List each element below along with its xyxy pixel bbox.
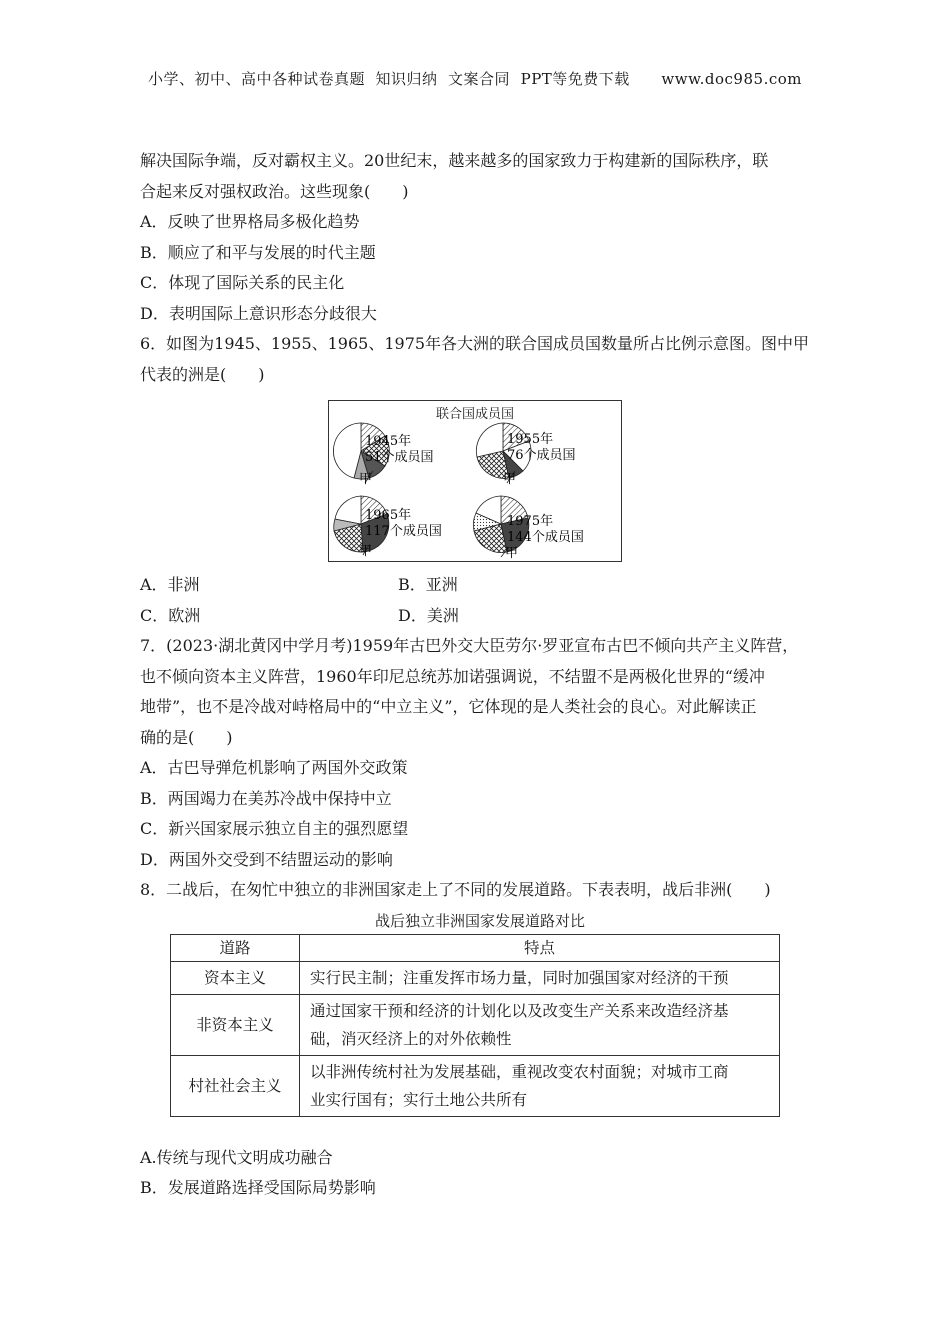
pie-year-1955: 1955年	[507, 432, 554, 447]
option-c: C．新兴国家展示独立自主的强烈愿望	[140, 819, 409, 838]
option-b: B．发展道路选择受国际局势影响	[140, 1178, 376, 1197]
table-row	[171, 1055, 780, 1116]
option-c: C．欧洲	[140, 605, 201, 625]
option-b: B．两国竭力在美苏冷战中保持中立	[140, 788, 392, 808]
option-d: D．表明国际上意识形态分歧很大	[140, 303, 377, 323]
question-stem-line: 代表的洲是( )	[140, 364, 265, 384]
options-row	[140, 601, 820, 632]
pie-marker-1945: 甲	[359, 472, 373, 487]
pie-marker-1955: 甲	[503, 472, 517, 487]
pie-charts	[329, 401, 621, 561]
table-title: 战后独立非洲国家发展道路对比	[374, 911, 585, 930]
table-cell-road: 非资本主义	[171, 994, 300, 1055]
un-members-figure	[328, 400, 622, 562]
pie-count-1955: 76个成员国	[507, 448, 576, 463]
figure-title: 联合国成员国	[435, 407, 514, 422]
pie-marker-1965: 甲	[359, 544, 373, 559]
question-stem-line: 8．二战后，在匆忙中独立的非洲国家走上了不同的发展道路。下表表明，战后非洲( )	[140, 880, 771, 899]
question-stem-line: 7．(2023·湖北黄冈中学月考)1959年古巴外交大臣劳尔·罗亚宣布古巴不倾向共产主义阵营，	[140, 636, 799, 655]
page-content	[140, 146, 820, 1204]
table-cell-road: 资本主义	[171, 961, 300, 994]
question-stem-line: 确的是( )	[140, 727, 233, 747]
development-roads-table	[170, 934, 780, 1117]
question-5	[140, 146, 820, 329]
table-header: 特点	[300, 934, 780, 961]
pie-count-1965: 117个成员国	[365, 524, 442, 539]
pie-1955	[476, 423, 575, 487]
table-cell-feature	[300, 994, 780, 1055]
pie-count-1945: 51个成员国	[365, 450, 434, 465]
table-cell-feature: 实行民主制；注重发挥市场力量，同时加强国家对经济的干预	[300, 961, 780, 994]
feature-line: 础，消灭经济上的对外依赖性	[310, 1029, 512, 1048]
pie-1965	[334, 496, 442, 559]
table-header-row	[171, 934, 780, 961]
question-stem-line: 也不倾向资本主义阵营，1960年印尼总统苏加诺强调说，不结盟不是两极化世界的“缓冲	[140, 666, 765, 686]
option-b: B．顺应了和平与发展的时代主题	[140, 242, 376, 262]
pie-1975	[473, 496, 583, 561]
question-stem-line: 解决国际争端，反对霸权主义。20世纪末，越来越多的国家致力于构建新的国际秩序，联	[140, 151, 769, 170]
table-row	[171, 994, 780, 1055]
table-cell-feature	[300, 1055, 780, 1116]
options-row	[140, 570, 820, 601]
question-stem-line: 地带”，也不是冷战对峙格局中的“中立主义”，它体现的是人类社会的良心。对此解读正	[140, 697, 757, 716]
page-header: 小学、初中、高中各种试卷真题 知识归纳 文案合同 PPT等免费下载 www.doc985.com	[147, 70, 802, 88]
option-a: A．反映了世界格局多极化趋势	[140, 212, 360, 231]
pie-year-1965: 1965年	[365, 508, 412, 523]
pie-1945	[333, 423, 433, 487]
option-d: D．美洲	[398, 605, 459, 625]
table-row	[171, 961, 780, 994]
option-a: A．非洲	[140, 575, 200, 594]
feature-line: 业实行国有；实行土地公共所有	[310, 1090, 528, 1109]
pie-count-1975: 144个成员国	[507, 530, 584, 545]
question-7	[140, 631, 820, 875]
pie-year-1945: 1945年	[365, 434, 412, 449]
option-d: D．两国外交受到不结盟运动的影响	[140, 849, 393, 869]
question-6	[140, 329, 820, 631]
table-header: 道路	[171, 934, 300, 961]
feature-line: 以非洲传统村社为发展基础，重视改变农村面貌；对城市工商	[310, 1062, 729, 1081]
pie-year-1975: 1975年	[507, 514, 554, 529]
option-b: B．亚洲	[398, 575, 458, 594]
option-c: C．体现了国际关系的民主化	[140, 273, 345, 292]
question-8	[140, 875, 820, 1204]
option-a: A．古巴导弹危机影响了两国外交政策	[140, 758, 408, 777]
option-a: A.传统与现代文明成功融合	[140, 1147, 333, 1167]
question-stem-line: 6．如图为1945、1955、1965、1975年各大洲的联合国成员国数量所占比例示意图。图中甲	[140, 334, 810, 353]
table-cell-road: 村社社会主义	[171, 1055, 300, 1116]
pie-marker-1975: 甲	[505, 546, 519, 561]
question-stem-line: 合起来反对强权政治。这些现象( )	[140, 181, 409, 201]
feature-line: 通过国家干预和经济的计划化以及改变生产关系来改造经济基	[310, 1001, 729, 1020]
